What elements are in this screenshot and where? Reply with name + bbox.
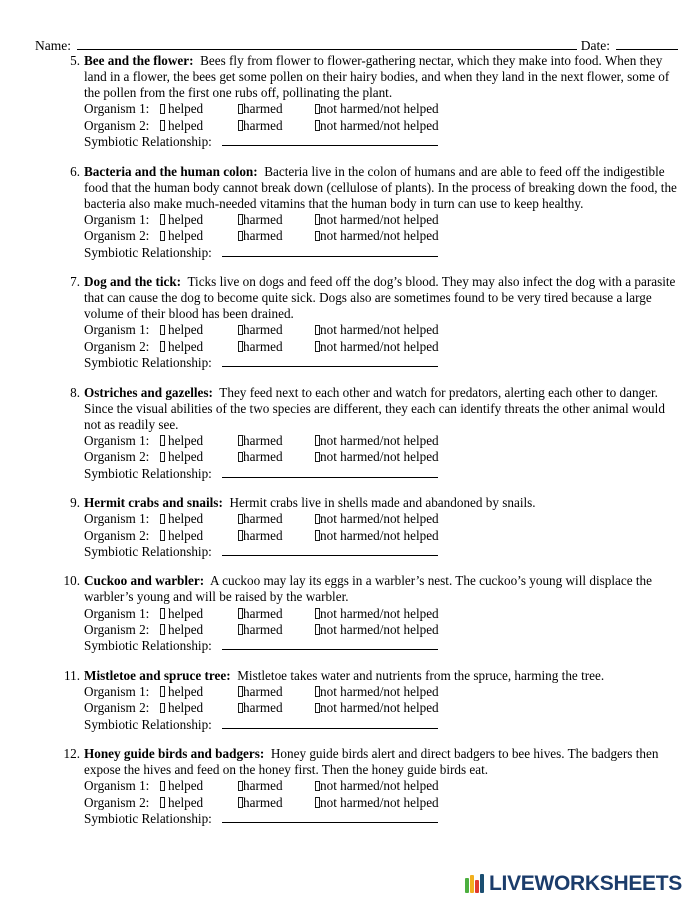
question-text: Mistletoe takes water and nutrients from the spruce, harming the tree. xyxy=(237,667,605,683)
choice-harmed-1-label: harmed xyxy=(243,101,283,117)
choice-helped-1[interactable] xyxy=(160,606,238,622)
choice-neutral-2-label: not harmed/not helped xyxy=(320,117,439,133)
choice-neutral-1[interactable] xyxy=(315,778,439,794)
choice-helped-1-label: helped xyxy=(168,683,204,699)
choice-helped-1-label: helped xyxy=(168,322,204,338)
checkbox-neutral-2-icon[interactable] xyxy=(315,703,320,714)
question-title: Mistletoe and spruce tree: xyxy=(84,667,231,683)
organism-1-label: Organism 1: xyxy=(84,432,150,448)
choice-neutral-2[interactable] xyxy=(315,795,439,811)
checkbox-harmed-1-icon[interactable] xyxy=(238,214,243,225)
date-label: Date: xyxy=(580,38,610,53)
choice-helped-2-label: helped xyxy=(168,449,204,465)
choice-helped-1-label: helped xyxy=(168,778,204,794)
symbiotic-relationship-label: Symbiotic Relationship: xyxy=(84,244,212,260)
question-title: Bee and the flower: xyxy=(84,53,194,68)
choice-neutral-2[interactable] xyxy=(315,228,439,244)
checkbox-harmed-1-icon[interactable] xyxy=(238,781,243,792)
symbiotic-relationship-row xyxy=(84,638,678,654)
choice-neutral-1[interactable] xyxy=(315,684,439,700)
checkbox-helped-1-icon[interactable] xyxy=(160,325,165,336)
organism-options xyxy=(84,684,678,733)
symbiotic-relationship-label: Symbiotic Relationship: xyxy=(84,465,212,481)
checkbox-neutral-1-icon[interactable] xyxy=(315,104,320,115)
organism-2-label: Organism 2: xyxy=(84,117,150,133)
organism-2-label: Organism 2: xyxy=(84,621,150,637)
checkbox-harmed-2-icon[interactable] xyxy=(238,452,243,463)
choice-helped-1[interactable] xyxy=(160,511,238,527)
question-number: 10. xyxy=(63,573,80,589)
organism-2-row xyxy=(84,118,678,134)
organism-options xyxy=(84,511,678,560)
organism-2-row xyxy=(84,795,678,811)
checkbox-neutral-2-icon[interactable] xyxy=(315,120,320,131)
question-item xyxy=(0,746,700,827)
choice-helped-1-label: helped xyxy=(168,511,204,527)
choice-helped-2[interactable] xyxy=(160,795,238,811)
question-item xyxy=(0,164,700,262)
checkbox-harmed-2-icon[interactable] xyxy=(238,231,243,242)
question-title: Hermit crabs and snails: xyxy=(84,495,223,510)
symbiotic-relationship-label: Symbiotic Relationship: xyxy=(84,134,212,150)
question-number: 5. xyxy=(70,53,80,68)
choice-neutral-2-label: not harmed/not helped xyxy=(320,228,439,244)
organism-2-label: Organism 2: xyxy=(84,449,150,465)
choice-neutral-1[interactable] xyxy=(315,511,439,527)
question-number: 7. xyxy=(70,274,80,289)
checkbox-harmed-2-icon[interactable] xyxy=(238,120,243,131)
choice-helped-2-label: helped xyxy=(168,338,204,354)
choice-helped-1[interactable] xyxy=(160,684,238,700)
choice-harmed-1-label: harmed xyxy=(243,322,283,338)
organism-options xyxy=(84,212,678,261)
checkbox-neutral-1-icon[interactable] xyxy=(315,325,320,336)
checkbox-helped-1-icon[interactable] xyxy=(160,514,165,525)
organism-1-row xyxy=(84,101,678,117)
choice-harmed-2[interactable] xyxy=(238,795,315,811)
checkbox-neutral-1-icon[interactable] xyxy=(315,435,320,446)
checkbox-harmed-2-icon[interactable] xyxy=(238,624,243,635)
checkbox-neutral-1-icon[interactable] xyxy=(315,686,320,697)
question-body xyxy=(84,573,678,605)
choice-helped-1[interactable] xyxy=(160,433,238,449)
choice-harmed-1[interactable] xyxy=(238,606,315,622)
choice-helped-1[interactable] xyxy=(160,101,238,117)
choice-harmed-2-label: harmed xyxy=(243,117,283,133)
organism-options xyxy=(84,433,678,482)
organism-options xyxy=(84,606,678,655)
choice-harmed-1[interactable] xyxy=(238,322,315,338)
checkbox-harmed-2-icon[interactable] xyxy=(238,703,243,714)
choice-helped-2-label: helped xyxy=(168,621,204,637)
choice-neutral-1[interactable] xyxy=(315,101,439,117)
symbiotic-relationship-input-line[interactable] xyxy=(222,256,438,257)
choice-harmed-2-label: harmed xyxy=(243,794,283,810)
date-input-line[interactable] xyxy=(616,49,678,50)
choice-neutral-1-label: not harmed/not helped xyxy=(320,778,439,794)
choice-neutral-2-label: not harmed/not helped xyxy=(320,527,439,543)
organism-options xyxy=(84,322,678,371)
question-number: 11. xyxy=(64,667,80,683)
organism-2-row xyxy=(84,528,678,544)
choice-neutral-2[interactable] xyxy=(315,339,439,355)
organism-1-row xyxy=(84,212,678,228)
organism-1-row xyxy=(84,606,678,622)
organism-options xyxy=(84,101,678,150)
choice-harmed-1-label: harmed xyxy=(243,683,283,699)
choice-harmed-1-label: harmed xyxy=(243,211,283,227)
checkbox-helped-2-icon[interactable] xyxy=(160,703,165,714)
symbiotic-relationship-row xyxy=(84,134,678,150)
choice-helped-1-label: helped xyxy=(168,605,204,621)
choice-neutral-2[interactable] xyxy=(315,622,439,638)
symbiotic-relationship-row xyxy=(84,355,678,371)
choice-helped-2-label: helped xyxy=(168,527,204,543)
question-body xyxy=(84,668,678,684)
choice-neutral-2[interactable] xyxy=(315,118,439,134)
question-text: Bees fly from flower to flower-gathering nectar, which they make into food. When they land in a flower, the bees get some pollen on their hairy bodies, and when they land in the next flower, some of the pollen from the first one rubs off, pollinating the plant. xyxy=(84,53,670,101)
choice-harmed-2[interactable] xyxy=(238,339,315,355)
checkbox-harmed-1-icon[interactable] xyxy=(238,325,243,336)
question-title: Cuckoo and warbler: xyxy=(84,573,205,589)
choice-harmed-1[interactable] xyxy=(238,511,315,527)
choice-harmed-1[interactable] xyxy=(238,212,315,228)
choice-neutral-1-label: not harmed/not helped xyxy=(320,211,439,227)
choice-harmed-1[interactable] xyxy=(238,101,315,117)
choice-harmed-2[interactable] xyxy=(238,449,315,465)
organism-2-label: Organism 2: xyxy=(84,794,150,810)
question-text: Bacteria live in the colon of humans and are able to feed off the indigestible food that the human body cannot break down (cellulose of plants). In the process of breaking down the food, the bacteria also make much-needed vitamins that the human body in turn can use to keep healthy. xyxy=(84,163,677,211)
choice-harmed-2-label: harmed xyxy=(243,621,283,637)
organism-2-label: Organism 2: xyxy=(84,700,150,716)
organism-2-label: Organism 2: xyxy=(84,228,150,244)
checkbox-harmed-1-icon[interactable] xyxy=(238,608,243,619)
choice-harmed-2-label: harmed xyxy=(243,228,283,244)
checkbox-neutral-2-icon[interactable] xyxy=(315,797,320,808)
choice-neutral-1[interactable] xyxy=(315,212,439,228)
choice-helped-1-label: helped xyxy=(168,211,204,227)
choice-helped-1[interactable] xyxy=(160,322,238,338)
choice-harmed-1-label: harmed xyxy=(243,778,283,794)
organism-1-row xyxy=(84,433,678,449)
question-body xyxy=(84,495,678,511)
choice-harmed-2[interactable] xyxy=(238,528,315,544)
symbiotic-relationship-input-line[interactable] xyxy=(222,477,438,478)
organism-1-label: Organism 1: xyxy=(84,211,150,227)
choice-neutral-2-label: not harmed/not helped xyxy=(320,338,439,354)
symbiotic-relationship-input-line[interactable] xyxy=(222,649,438,650)
checkbox-helped-2-icon[interactable] xyxy=(160,341,165,352)
checkbox-harmed-1-icon[interactable] xyxy=(238,104,243,115)
symbiotic-relationship-row xyxy=(84,544,678,560)
checkbox-harmed-2-icon[interactable] xyxy=(238,797,243,808)
question-item xyxy=(0,668,700,733)
checkbox-neutral-2-icon[interactable] xyxy=(315,341,320,352)
checkbox-helped-1-icon[interactable] xyxy=(160,104,165,115)
checkbox-neutral-2-icon[interactable] xyxy=(315,624,320,635)
symbiotic-relationship-input-line[interactable] xyxy=(222,555,438,556)
checkbox-helped-2-icon[interactable] xyxy=(160,624,165,635)
checkbox-harmed-2-icon[interactable] xyxy=(238,530,243,541)
organism-2-label: Organism 2: xyxy=(84,338,150,354)
choice-harmed-2-label: harmed xyxy=(243,527,283,543)
choice-neutral-2-label: not harmed/not helped xyxy=(320,794,439,810)
checkbox-harmed-1-icon[interactable] xyxy=(238,686,243,697)
symbiotic-relationship-label: Symbiotic Relationship: xyxy=(84,355,212,371)
choice-neutral-2[interactable] xyxy=(315,449,439,465)
question-text: A cuckoo may lay its eggs in a warbler’s nest. The cuckoo’s young will displace the warbler’s young and will be raised by the warbler. xyxy=(84,573,652,605)
checkbox-helped-2-icon[interactable] xyxy=(160,231,165,242)
student-info-header xyxy=(35,38,678,54)
symbiotic-relationship-label: Symbiotic Relationship: xyxy=(84,543,212,559)
choice-neutral-2[interactable] xyxy=(315,700,439,716)
question-list xyxy=(0,53,700,840)
choice-neutral-2-label: not harmed/not helped xyxy=(320,449,439,465)
choice-harmed-2[interactable] xyxy=(238,700,315,716)
checkbox-helped-1-icon[interactable] xyxy=(160,435,165,446)
question-item xyxy=(0,573,700,654)
checkbox-helped-1-icon[interactable] xyxy=(160,686,165,697)
organism-1-row xyxy=(84,778,678,794)
choice-helped-2-label: helped xyxy=(168,700,204,716)
checkbox-neutral-2-icon[interactable] xyxy=(315,231,320,242)
name-input-line[interactable] xyxy=(77,49,577,50)
organism-1-row xyxy=(84,511,678,527)
choice-helped-2-label: helped xyxy=(168,228,204,244)
choice-neutral-1-label: not harmed/not helped xyxy=(320,432,439,448)
choice-helped-1[interactable] xyxy=(160,212,238,228)
choice-helped-2-label: helped xyxy=(168,117,204,133)
checkbox-helped-2-icon[interactable] xyxy=(160,452,165,463)
choice-neutral-1-label: not harmed/not helped xyxy=(320,683,439,699)
choice-neutral-1-label: not harmed/not helped xyxy=(320,322,439,338)
choice-harmed-2[interactable] xyxy=(238,228,315,244)
question-number: 8. xyxy=(70,384,80,400)
symbiotic-relationship-input-line[interactable] xyxy=(222,145,438,146)
checkbox-neutral-1-icon[interactable] xyxy=(315,781,320,792)
choice-neutral-1[interactable] xyxy=(315,433,439,449)
liveworksheets-grid-icon xyxy=(465,874,484,893)
choice-helped-2[interactable] xyxy=(160,622,238,638)
question-body xyxy=(84,385,678,433)
choice-harmed-1-label: harmed xyxy=(243,511,283,527)
organism-1-row xyxy=(84,684,678,700)
symbiotic-relationship-row xyxy=(84,811,678,827)
question-text: Hermit crabs live in shells made and abandoned by snails. xyxy=(229,495,536,510)
choice-helped-2[interactable] xyxy=(160,228,238,244)
question-body xyxy=(84,53,678,101)
liveworksheets-logo[interactable] xyxy=(465,873,682,894)
question-number: 6. xyxy=(70,163,80,179)
question-title: Honey guide birds and badgers: xyxy=(84,746,265,762)
question-item xyxy=(0,53,700,151)
organism-2-row xyxy=(84,339,678,355)
question-number: 9. xyxy=(70,495,80,510)
choice-harmed-1[interactable] xyxy=(238,778,315,794)
symbiotic-relationship-label: Symbiotic Relationship: xyxy=(84,638,212,654)
organism-2-label: Organism 2: xyxy=(84,527,150,543)
choice-helped-2[interactable] xyxy=(160,528,238,544)
question-number: 12. xyxy=(63,746,80,762)
choice-helped-1[interactable] xyxy=(160,778,238,794)
checkbox-neutral-2-icon[interactable] xyxy=(315,452,320,463)
choice-harmed-1[interactable] xyxy=(238,433,315,449)
checkbox-helped-1-icon[interactable] xyxy=(160,781,165,792)
choice-neutral-1[interactable] xyxy=(315,322,439,338)
symbiotic-relationship-label: Symbiotic Relationship: xyxy=(84,716,212,732)
choice-harmed-2-label: harmed xyxy=(243,338,283,354)
organism-2-row xyxy=(84,449,678,465)
organism-1-label: Organism 1: xyxy=(84,683,150,699)
organism-options xyxy=(84,778,678,827)
choice-neutral-1[interactable] xyxy=(315,606,439,622)
organism-2-row xyxy=(84,700,678,716)
choice-neutral-1-label: not harmed/not helped xyxy=(320,511,439,527)
choice-neutral-1-label: not harmed/not helped xyxy=(320,101,439,117)
choice-harmed-1-label: harmed xyxy=(243,605,283,621)
checkbox-harmed-2-icon[interactable] xyxy=(238,341,243,352)
checkbox-neutral-1-icon[interactable] xyxy=(315,514,320,525)
organism-1-label: Organism 1: xyxy=(84,511,150,527)
question-item xyxy=(0,274,700,372)
checkbox-harmed-1-icon[interactable] xyxy=(238,514,243,525)
checkbox-helped-2-icon[interactable] xyxy=(160,120,165,131)
organism-1-label: Organism 1: xyxy=(84,605,150,621)
choice-helped-1-label: helped xyxy=(168,432,204,448)
question-text: They feed next to each other and watch for predators, alerting each other to danger. Since the visual abilities of the two species are different, they each can identify threats the other animal would not as readily see. xyxy=(84,384,665,432)
symbiotic-relationship-label: Symbiotic Relationship: xyxy=(84,811,212,827)
symbiotic-relationship-input-line[interactable] xyxy=(222,728,438,729)
symbiotic-relationship-row xyxy=(84,466,678,482)
question-body xyxy=(84,274,678,322)
choice-harmed-1[interactable] xyxy=(238,684,315,700)
checkbox-helped-1-icon[interactable] xyxy=(160,608,165,619)
choice-neutral-2-label: not harmed/not helped xyxy=(320,621,439,637)
checkbox-helped-1-icon[interactable] xyxy=(160,214,165,225)
checkbox-neutral-2-icon[interactable] xyxy=(315,530,320,541)
organism-1-label: Organism 1: xyxy=(84,101,150,117)
choice-harmed-2[interactable] xyxy=(238,118,315,134)
choice-helped-2[interactable] xyxy=(160,339,238,355)
choice-harmed-2-label: harmed xyxy=(243,449,283,465)
checkbox-helped-2-icon[interactable] xyxy=(160,530,165,541)
symbiotic-relationship-input-line[interactable] xyxy=(222,366,438,367)
checkbox-neutral-1-icon[interactable] xyxy=(315,608,320,619)
choice-helped-2[interactable] xyxy=(160,449,238,465)
question-text: Ticks live on dogs and feed off the dog’s blood. They may also infect the dog with a parasite that can cause the dog to become quite sick. Dogs also are sometimes found to be very tired because a large volume of their blood has been drained. xyxy=(84,274,676,322)
choice-harmed-1-label: harmed xyxy=(243,432,283,448)
symbiotic-relationship-input-line[interactable] xyxy=(222,822,438,823)
question-title: Bacteria and the human colon: xyxy=(84,163,258,179)
choice-helped-1-label: helped xyxy=(168,101,204,117)
choice-neutral-2-label: not harmed/not helped xyxy=(320,700,439,716)
checkbox-neutral-1-icon[interactable] xyxy=(315,214,320,225)
organism-1-label: Organism 1: xyxy=(84,322,150,338)
name-label: Name: xyxy=(35,38,71,53)
organism-1-label: Organism 1: xyxy=(84,778,150,794)
organism-1-row xyxy=(84,322,678,338)
choice-helped-2-label: helped xyxy=(168,794,204,810)
choice-neutral-2[interactable] xyxy=(315,528,439,544)
symbiotic-relationship-row xyxy=(84,717,678,733)
choice-harmed-2-label: harmed xyxy=(243,700,283,716)
symbiotic-relationship-row xyxy=(84,245,678,261)
liveworksheets-wordmark: LIVEWORKSHEETS xyxy=(489,872,682,895)
question-text: Honey guide birds alert and direct badgers to bee hives. The badgers then expose the hives and feed on the honey first. Then the honey guide birds eat. xyxy=(84,746,659,778)
question-body xyxy=(84,164,678,212)
question-body xyxy=(84,746,678,778)
organism-2-row xyxy=(84,228,678,244)
organism-2-row xyxy=(84,622,678,638)
choice-helped-2[interactable] xyxy=(160,700,238,716)
question-title: Ostriches and gazelles: xyxy=(84,384,213,400)
checkbox-harmed-1-icon[interactable] xyxy=(238,435,243,446)
question-title: Dog and the tick: xyxy=(84,274,182,289)
checkbox-helped-2-icon[interactable] xyxy=(160,797,165,808)
choice-neutral-1-label: not harmed/not helped xyxy=(320,605,439,621)
question-item xyxy=(0,495,700,560)
choice-harmed-2[interactable] xyxy=(238,622,315,638)
choice-helped-2[interactable] xyxy=(160,118,238,134)
question-item xyxy=(0,385,700,483)
